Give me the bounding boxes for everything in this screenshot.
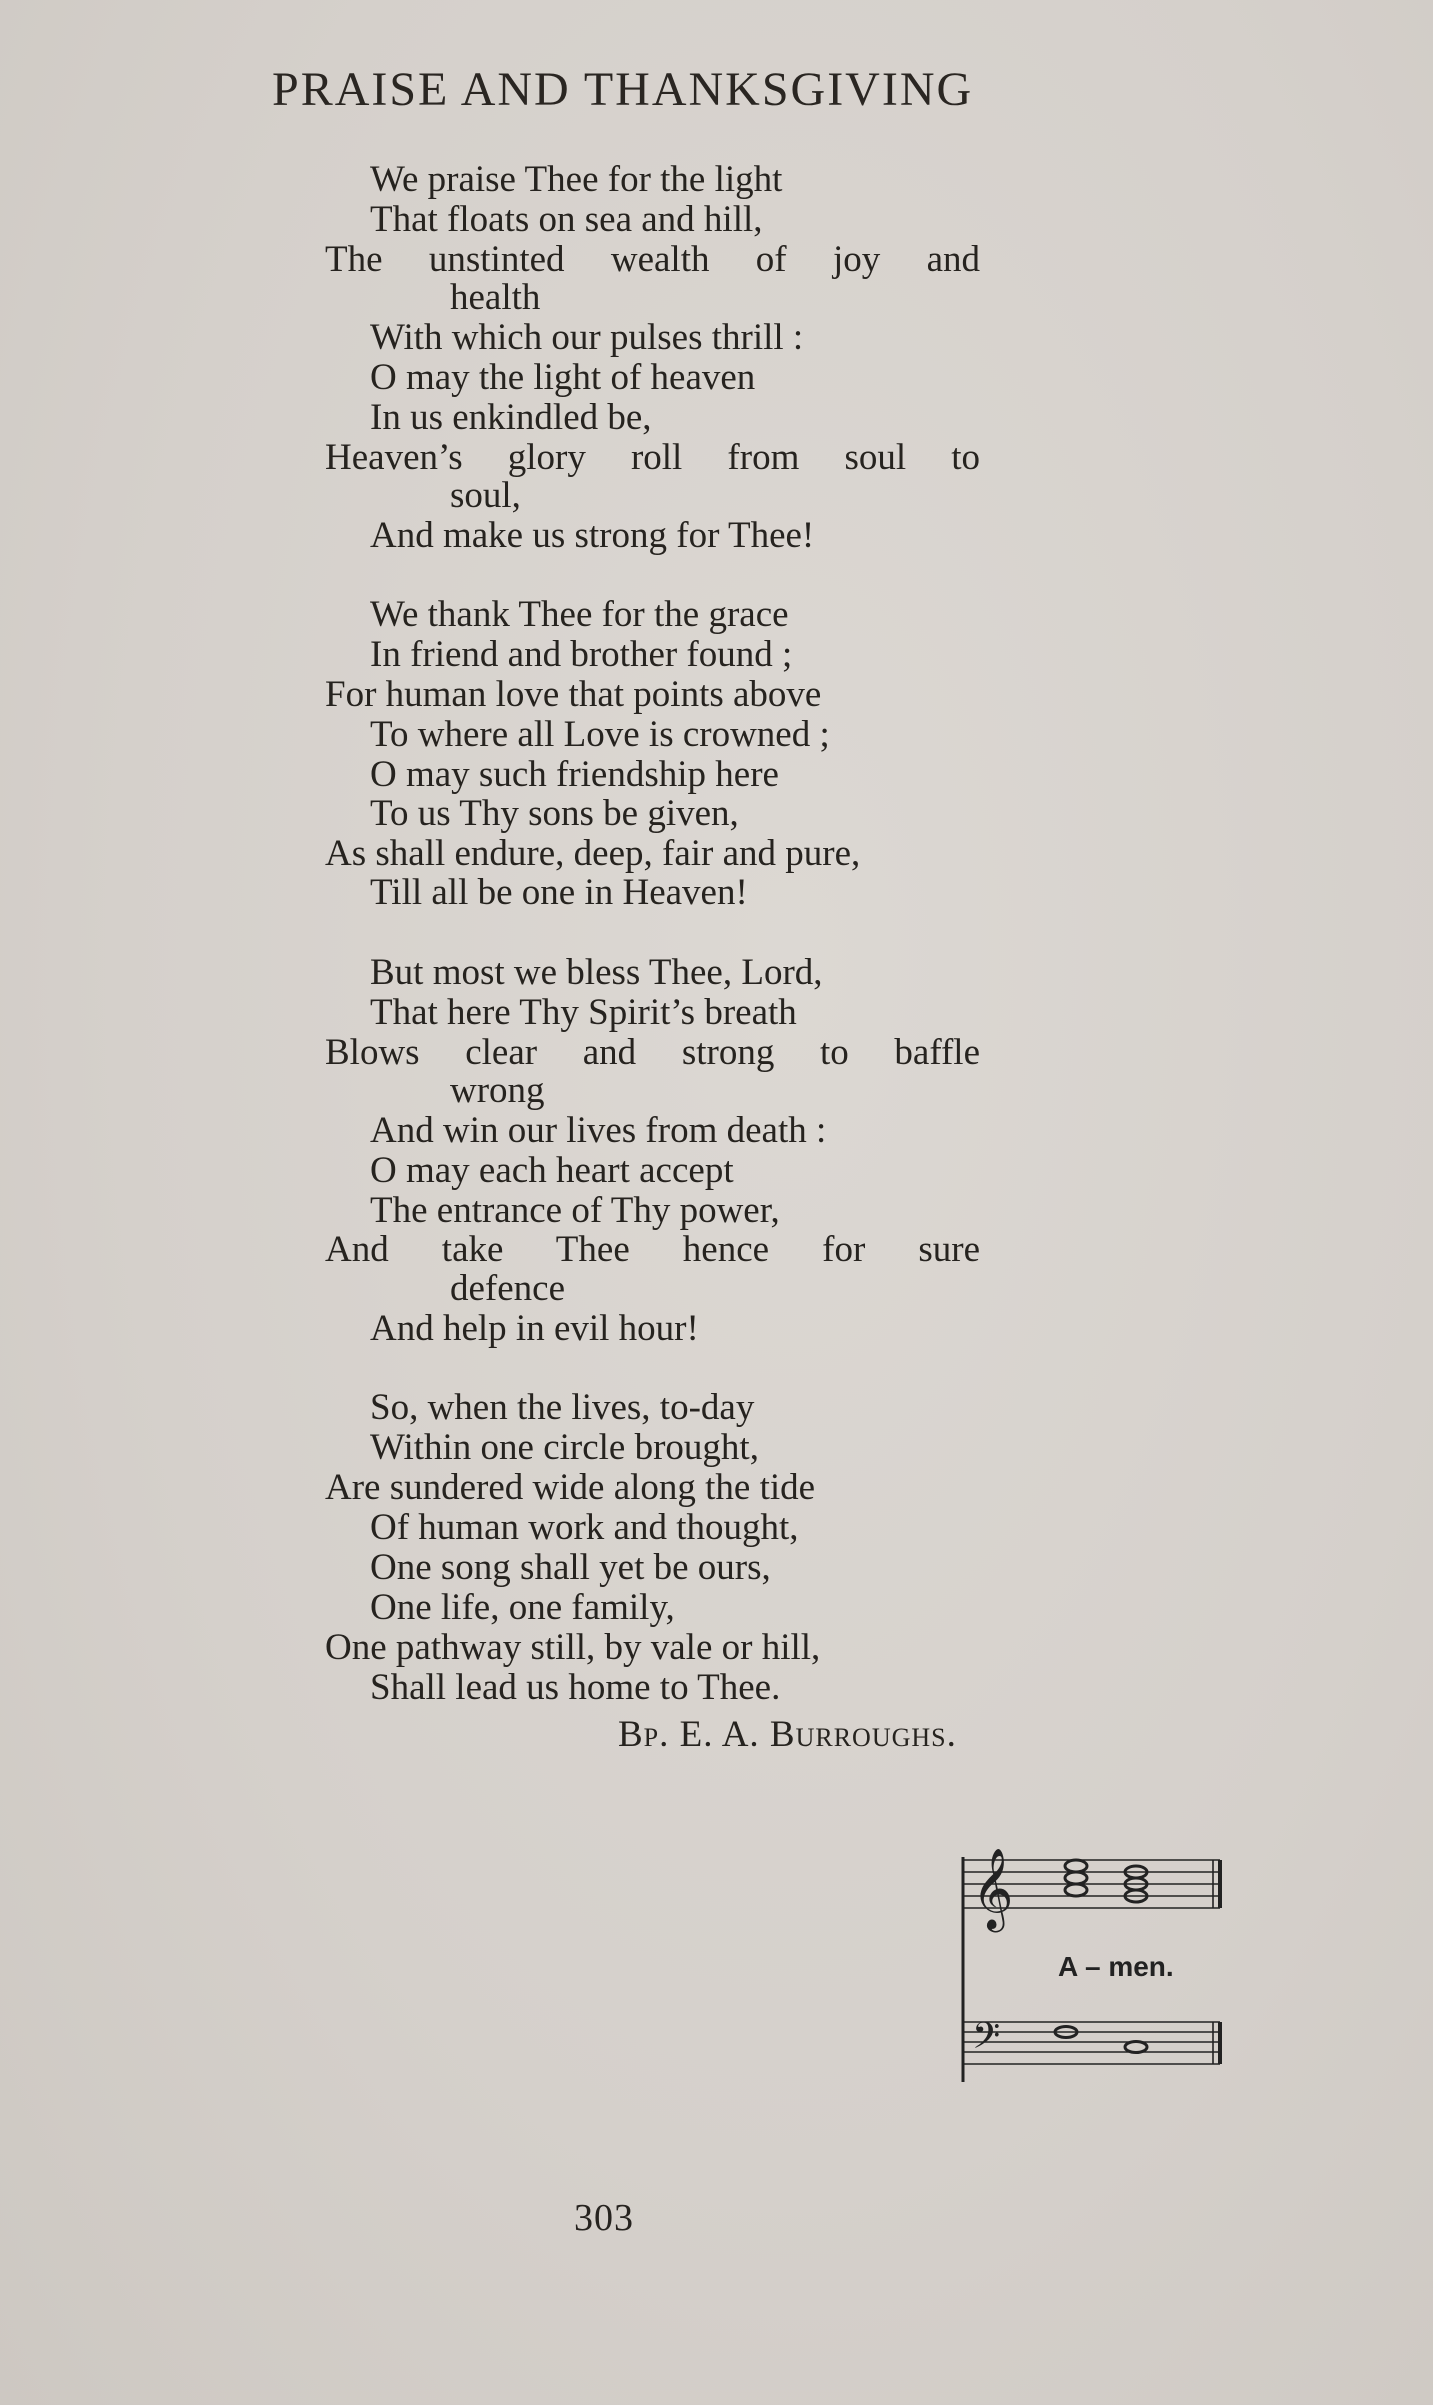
verse-line: O may each heart accept	[370, 1150, 734, 1191]
verse-line: In friend and brother found ;	[370, 634, 793, 675]
verse-line: That here Thy Spirit’s breath	[370, 992, 797, 1033]
verse-line: The entrance of Thy power,	[370, 1190, 780, 1231]
verse-line: Within one circle brought,	[370, 1427, 759, 1468]
verse-line: To where all Love is crowned ;	[370, 714, 830, 755]
verse-line: And take Thee hence for sure	[325, 1229, 980, 1270]
page-heading: PRAISE AND THANKSGIVING	[272, 63, 974, 116]
verse-line: We thank Thee for the grace	[370, 594, 789, 635]
verse-line: Are sundered wide along the tide	[325, 1467, 816, 1508]
verse-line-continuation: soul,	[450, 475, 521, 516]
verse-line: O may the light of heaven	[370, 357, 756, 398]
verse-line-continuation: health	[450, 277, 541, 318]
verse-line: For human love that points above	[325, 674, 822, 715]
verse-line: Till all be one in Heaven!	[370, 872, 748, 913]
verse-line: O may such friendship here	[370, 754, 779, 795]
verse-line: Of human work and thought,	[370, 1507, 799, 1548]
treble-clef-icon: 𝄞	[972, 1847, 1014, 1929]
verse-line: The unstinted wealth of joy and	[325, 239, 980, 280]
bass-clef-icon: 𝄢	[972, 2015, 1001, 2066]
verse-line: And win our lives from death :	[370, 1110, 827, 1151]
verse-line-continuation: wrong	[450, 1070, 545, 1111]
verse-line: One life, one family,	[370, 1587, 675, 1628]
verse-line: One song shall yet be ours,	[370, 1547, 771, 1588]
verse-line: In us enkindled be,	[370, 397, 652, 438]
amen-label: A – men.	[1058, 1951, 1174, 1982]
verse-line: Blows clear and strong to baffle	[325, 1032, 980, 1073]
author-attribution: Bp. E. A. Burroughs.	[618, 1714, 957, 1755]
verse-line: Shall lead us home to Thee.	[370, 1667, 781, 1708]
verse-line: That floats on sea and hill,	[370, 199, 763, 240]
verse-line: Heaven’s glory roll from soul to	[325, 437, 980, 478]
page-number: 303	[574, 2197, 634, 2239]
verse-line: And make us strong for Thee!	[370, 515, 815, 556]
verse-line: One pathway still, by vale or hill,	[325, 1627, 821, 1668]
verse-line: As shall endure, deep, fair and pure,	[325, 833, 861, 874]
amen-music-notation	[958, 1842, 1228, 2087]
verse-line: So, when the lives, to-day	[370, 1387, 755, 1428]
music-staff-image	[958, 1842, 1228, 2087]
verse-line: To us Thy sons be given,	[370, 793, 739, 834]
verse-line: We praise Thee for the light	[370, 159, 783, 200]
verse-line: But most we bless Thee, Lord,	[370, 952, 823, 993]
verse-line-continuation: defence	[450, 1268, 566, 1309]
verse-line: And help in evil hour!	[370, 1308, 699, 1349]
verse-line: With which our pulses thrill :	[370, 317, 804, 358]
